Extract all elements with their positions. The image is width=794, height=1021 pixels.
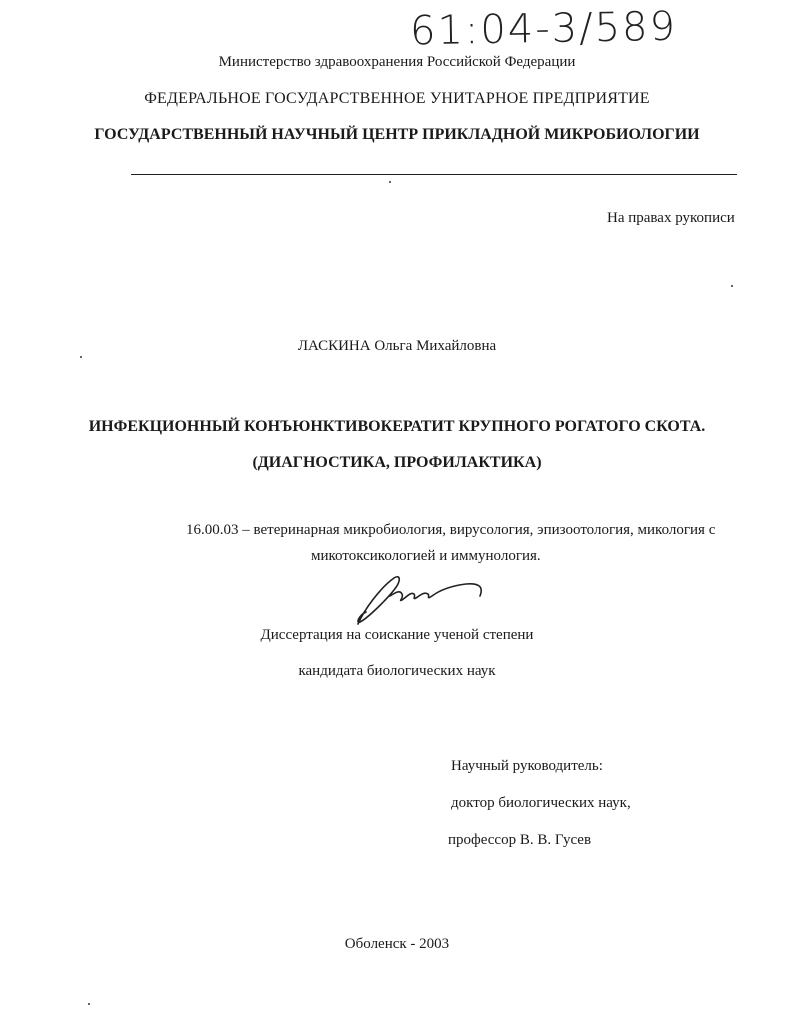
scan-speck — [731, 285, 733, 287]
specialty-line2: микотоксикологией и иммунология. — [311, 548, 541, 564]
supervisor-degree: доктор биологических наук, — [451, 795, 631, 811]
scan-speck — [80, 356, 82, 358]
rights-note: На правах рукописи — [607, 210, 735, 226]
scan-speck — [389, 181, 391, 183]
ministry-line: Министерство здравоохранения Российской Федерации — [218, 54, 576, 70]
thesis-title-line1: ИНФЕКЦИОННЫЙ КОНЪЮНКТИВОКЕРАТИТ КРУПНОГО РОГАТОГО СКОТА. — [88, 418, 706, 435]
place-year: Оболенск - 2003 — [344, 936, 450, 952]
author-name: ЛАСКИНА Ольга Михайловна — [297, 338, 497, 354]
supervisor-label: Научный руководитель: — [451, 758, 603, 774]
thesis-title-line2: (ДИАГНОСТИКА, ПРОФИЛАКТИКА) — [252, 454, 542, 471]
archive-stamp: 61:04-3/589 — [409, 3, 678, 55]
supervisor-name: профессор В. В. Гусев — [448, 832, 592, 848]
scan-speck — [88, 1003, 90, 1005]
org-type-line: ФЕДЕРАЛЬНОЕ ГОСУДАРСТВЕННОЕ УНИТАРНОЕ ПРЕДПРИЯТИЕ — [144, 90, 650, 107]
specialty-line1: 16.00.03 – ветеринарная микробиология, вирусология, эпизоотология, микология с — [186, 522, 716, 538]
dissertation-line1: Диссертация на соискание ученой степени — [260, 627, 534, 643]
dissertation-line2: кандидата биологических наук — [298, 663, 496, 679]
header-divider — [131, 174, 737, 175]
org-name-line: ГОСУДАРСТВЕННЫЙ НАУЧНЫЙ ЦЕНТР ПРИКЛАДНОЙ МИКРОБИОЛОГИИ — [94, 126, 700, 143]
author-signature — [350, 566, 490, 626]
